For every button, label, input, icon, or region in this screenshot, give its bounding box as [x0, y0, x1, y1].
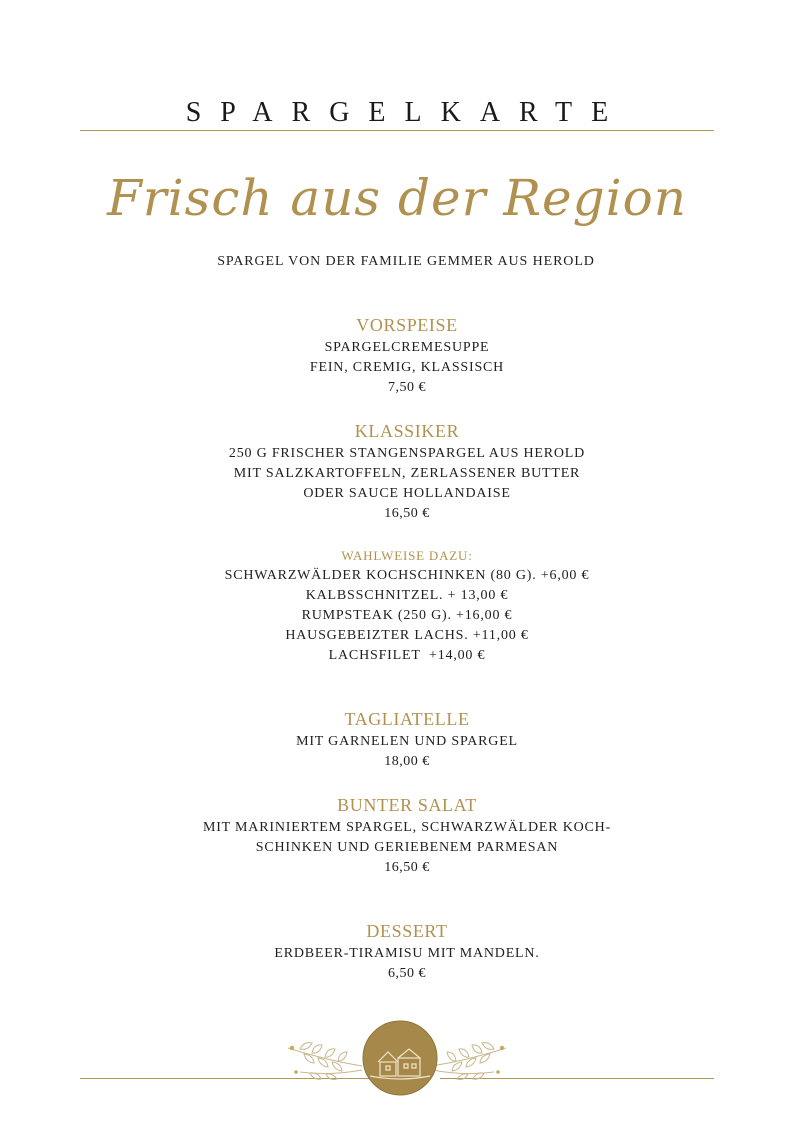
menu-line: FEIN, CREMIG, KLASSISCH: [309, 360, 505, 375]
menu-line: MIT MARINIERTEM SPARGEL, SCHWARZWÄLDER KOCH-: [202, 820, 612, 835]
section-subheading: WAHLWEISE DAZU:: [341, 548, 473, 563]
section-heading: KLASSIKER: [354, 421, 460, 441]
price: 6,50 €: [388, 966, 426, 981]
script-headline: Frisch aus der Region: [107, 169, 687, 227]
menu-line: MIT SALZKARTOFFELN, ZERLASSENER BUTTER: [233, 466, 581, 481]
menu-line: KALBSSCHNITZEL. + 13,00 €: [305, 588, 509, 603]
page-title: SPARGELKARTE: [185, 97, 628, 128]
menu-line: HAUSGEBEIZTER LACHS. +11,00 €: [285, 628, 529, 643]
section-heading: BUNTER SALAT: [337, 795, 477, 815]
menu-section-dessert: [0, 918, 794, 984]
menu-line: SCHINKEN UND GERIEBENEM PARMESAN: [255, 840, 559, 855]
menu-list: [0, 312, 794, 984]
subtitle: SPARGEL VON DER FAMILIE GEMMER AUS HEROLD: [217, 254, 595, 269]
menu-section-vorspeise: [0, 312, 794, 398]
price: 18,00 €: [384, 754, 430, 769]
price: 16,50 €: [384, 860, 430, 875]
menu-line: MIT GARNELEN UND SPARGEL: [296, 734, 518, 749]
menu-section-extras: [0, 546, 794, 666]
menu-section-salat: [0, 792, 794, 878]
menu-line: LACHSFILET +14,00 €: [328, 648, 486, 663]
menu-section-klassiker: [0, 418, 794, 524]
menu-line: 250 G FRISCHER STANGENSPARGEL AUS HEROLD: [228, 446, 586, 461]
price: 16,50 €: [384, 506, 430, 521]
menu-line: SPARGELCREMESUPPE: [324, 340, 490, 355]
menu-line: ODER SAUCE HOLLANDAISE: [303, 486, 511, 501]
section-heading: VORSPEISE: [356, 315, 458, 335]
menu-line: SCHWARZWÄLDER KOCHSCHINKEN (80 G). +6,00 €: [224, 568, 590, 583]
menu-section-tagliatelle: [0, 706, 794, 772]
section-heading: DESSERT: [366, 921, 448, 941]
menu-line: ERDBEER-TIRAMISU MIT MANDELN.: [274, 946, 540, 961]
section-heading: TAGLIATELLE: [344, 709, 470, 729]
logo-seal-icon: [0, 1018, 794, 1108]
top-divider: [80, 130, 714, 131]
menu-line: RUMPSTEAK (250 G). +16,00 €: [301, 608, 513, 623]
price: 7,50 €: [388, 380, 426, 395]
